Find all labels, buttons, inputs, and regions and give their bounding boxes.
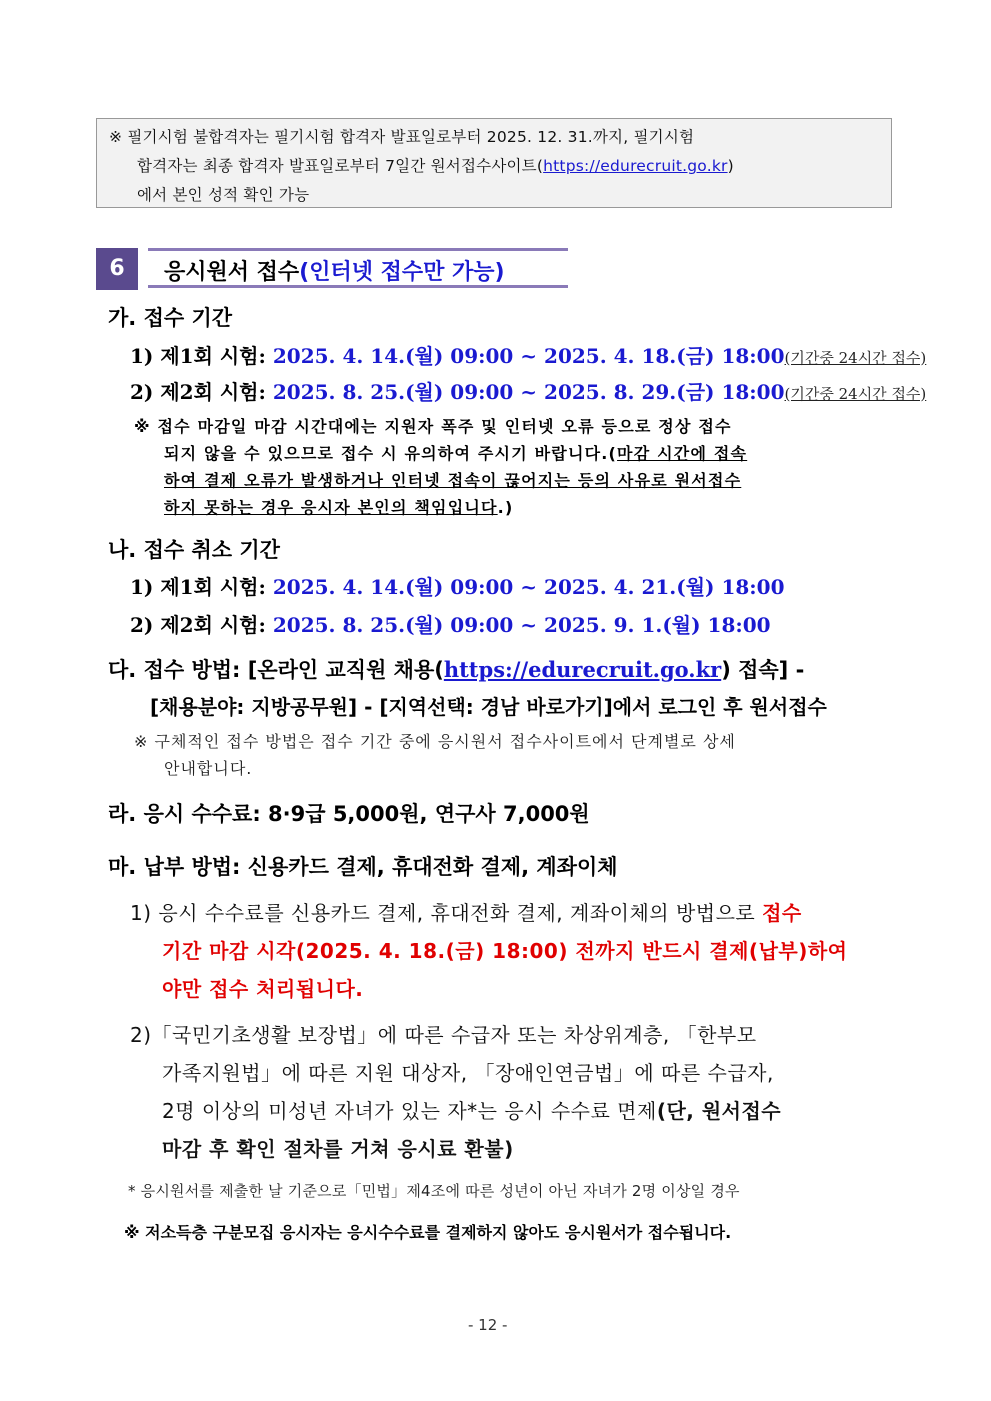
ma-item-2-line-1: 2)「국민기초생활 보장법」에 따른 수급자 또는 차상위계층, 「한부모 [130,1023,757,1047]
edurecruit-link-method[interactable]: https://edurecruit.go.kr [443,657,722,682]
ma-item-1-line-1-red: 접수 [762,901,802,925]
ra-fee-line: 라. 응시 수수료: 8·9급 5,000원, 연구사 7,000원 [108,802,590,826]
ga-warning-line-3-text: 하여 결제 오류가 발생하거나 인터넷 접속이 끊어지는 등의 사유로 원서접수 [164,471,742,490]
ga-warning-line-4 [164,495,513,518]
ma-item-1-line-1 [130,897,802,926]
ma-item-2-line-3 [162,1095,781,1124]
section-title-bar [148,248,568,288]
ga-item-1-note: (기간중 24시간 접수) [784,349,927,367]
ga-item-1 [130,340,926,369]
note-line-2-text: 합격자는 최종 합격자 발표일로부터 7일간 원서접수사이트( [137,157,544,175]
ma-item-1-line-2: 기간 마감 시각(2025. 4. 18.(금) 18:00) 전까지 반드시 결제(납부)하여 [162,939,848,963]
na-item-2-label: 2) 제2회 시험: [130,613,266,637]
edurecruit-link-note[interactable]: https://edurecruit.go.kr [543,157,728,175]
ga-item-1-value: 2025. 4. 14.(월) 09:00 ~ 2025. 4. 18.(금) 18:00 [272,344,785,368]
note-line-3: 에서 본인 성적 확인 가능 [137,186,310,204]
ma-item-1-line-3: 야만 접수 처리됩니다. [162,977,364,1001]
na-heading: 나. 접수 취소 기간 [108,538,280,562]
ga-warning-line-4b: .) [497,498,514,517]
ga-warning-line-1: ※ 접수 마감일 마감 시간대에는 지원자 폭주 및 인터넷 오류 등으로 정상 접수 [134,417,732,436]
da-line-1 [108,654,804,684]
ga-warning-line-2 [164,441,747,464]
note-line-2-end: ) [727,157,734,175]
ma-heading: 마. 납부 방법: 신용카드 결제, 휴대전화 결제, 계좌이체 [108,855,618,879]
na-item-2 [130,609,771,638]
ma-footnote: * 응시원서를 제출한 날 기준으로「민법」제4조에 따른 성년이 아닌 자녀가 2명 이상일 경우 [128,1182,740,1200]
section-title-sub: (인터넷 접수만 가능) [299,260,505,285]
na-item-1 [130,571,785,600]
na-item-1-label: 1) 제1회 시험: [130,575,266,599]
section-title-main: 응시원서 접수 [164,260,300,285]
result-note-box [96,118,892,208]
ma-item-1-line-1a: 1) 응시 수수료를 신용카드 결제, 휴대전화 결제, 계좌이체의 방법으로 [130,901,763,925]
page-number: - 12 - [468,1316,508,1334]
ga-item-2-value: 2025. 8. 25.(월) 09:00 ~ 2025. 8. 29.(금) 18:00 [272,380,785,404]
ga-item-2-label: 2) 제2회 시험: [130,380,266,404]
ma-item-2-line-3b: (단, 원서접수 [656,1099,782,1123]
ga-item-2 [130,376,926,405]
ga-item-2-note: (기간중 24시간 접수) [784,385,927,403]
da-line-1a: 다. 접수 방법: [온라인 교직원 채용( [108,658,444,682]
note-line-2 [137,154,734,176]
ga-warning-line-2a: 되지 않을 수 있으므로 접수 시 유의하여 주시기 바랍니다.( [164,444,618,463]
na-item-1-value: 2025. 4. 14.(월) 09:00 ~ 2025. 4. 21.(월) 18:00 [272,575,785,599]
da-note-line-2: 안내합니다. [164,759,253,778]
ga-warning-line-3 [164,468,741,491]
da-line-1b: ) 접속] - [721,658,805,682]
ma-final-note: ※ 저소득층 구분모집 응시자는 응시수수료를 결제하지 않아도 응시원서가 접수됩니다. [124,1223,732,1242]
note-line-1: ※ 필기시험 불합격자는 필기시험 합격자 발표일로부터 2025. 12. 31.까지, 필기시험 [109,128,695,146]
ma-item-2-line-2: 가족지원법」에 따른 지원 대상자, 「장애인연금법」에 따른 수급자, [162,1061,774,1085]
ga-warning-line-4a: 하지 못하는 경우 응시자 본인의 책임입니다 [164,498,498,517]
na-item-2-value: 2025. 8. 25.(월) 09:00 ~ 2025. 9. 1.(월) 18:00 [272,613,771,637]
da-note-line-1: ※ 구체적인 접수 방법은 접수 기간 중에 응시원서 접수사이트에서 단계별로 상세 [134,732,736,751]
ga-warning-line-2b: 마감 시간에 접속 [617,444,748,463]
section-title [164,255,505,286]
da-line-2: [채용분야: 지방공무원] - [지역선택: 경남 바로가기]에서 로그인 후 원서접수 [150,695,827,719]
ga-item-1-label: 1) 제1회 시험: [130,344,266,368]
section-number-badge: 6 [96,248,138,290]
ma-item-2-line-3a: 2명 이상의 미성년 자녀가 있는 자*는 응시 수수료 면제 [162,1099,657,1123]
ma-item-2-line-4: 마감 후 확인 절차를 거쳐 응시료 환불) [162,1137,514,1161]
ga-heading: 가. 접수 기간 [108,306,233,330]
